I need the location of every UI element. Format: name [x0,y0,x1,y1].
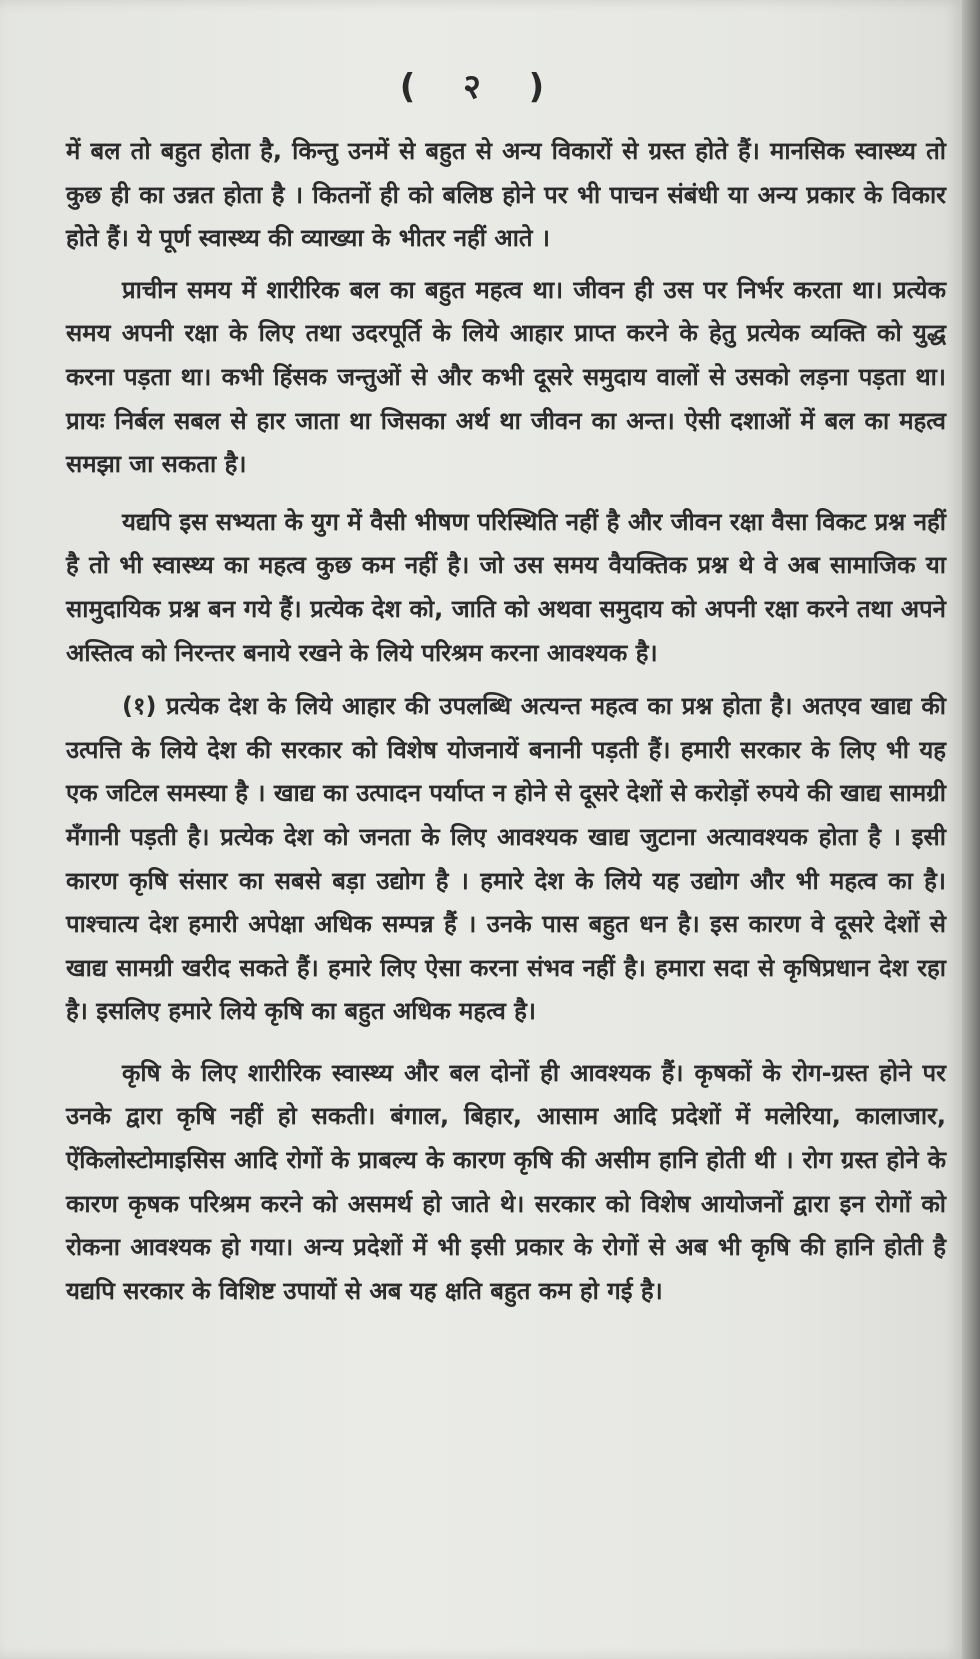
paragraph-1: में बल तो बहुत होता है, किन्तु उनमें से बहुत से अन्य विकारों से ग्रस्त होते हैं। मानसिक स्वास्थ्य तो कुछ ही का उन्नत होता है । कितनों ही को बलिष्ठ होने पर भी पाचन संबंधी या अन्य प्रकार के विकार होते हैं। ये पूर्ण स्वास्थ्य की व्याख्या के भीतर नहीं आते । [66,137,946,253]
paragraph-5: कृषि के लिए शारीरिक स्वास्थ्य और बल दोनों ही आवश्यक हैं। कृषकों के रोग-ग्रस्त होने पर उनके द्वारा कृषि नहीं हो सकती। बंगाल, बिहार, आसाम आदि प्रदेशों में मलेरिया, कालाजार, ऐंकिलोस्टोमाइसिस आदि रोगों के प्राबल्य के कारण कृषि की असीम हानि होती थी । रोग ग्रस्त होने के कारण कृषक परिश्रम करने को असमर्थ हो जाते थे। सरकार को विशेष आयोजनों द्वारा इन रोगों को रोकना आवश्यक हो गया। अन्य प्रदेशों में भी इसी प्रकार के रोगों से अब भी कृषि की हानि होती है यद्यपि सरकार के विशिष्ट उपायों से अब यह क्षति बहुत कम हो गई है। [66,1058,946,1305]
paragraph-4: (१) प्रत्येक देश के लिये आहार की उपलब्धि अत्यन्त महत्व का प्रश्न होता है। अतएव खाद्य की उत्पत्ति के लिये देश की सरकार को विशेष योजनायें बनानी पड़ती हैं। हमारी सरकार के लिए भी यह एक जटिल समस्या है । खाद्य का उत्पादन पर्याप्त न होने से दूसरे देशों से करोड़ों रुपये की खाद्य सामग्री मँगानी पड़ती है। प्रत्येक देश को जनता के लिए आवश्यक खाद्य जुटाना अत्यावश्यक होता है । इसी कारण कृषि संसार का सबसे बड़ा उद्योग है । हमारे देश के लिये यह उद्योग और भी महत्व का है। पाश्चात्य देश हमारी अपेक्षा अधिक सम्पन्न हैं । उनके पास बहुत धन है। इस कारण वे दूसरे देशों से खाद्य सामग्री खरीद सकते हैं। हमारे लिए ऐसा करना संभव नहीं है। हमारा सदा से कृषिप्रधान देश रहा है। इसलिए हमारे लिये कृषि का बहुत अधिक महत्व है। [66,692,946,1026]
paragraph-3: यद्यपि इस सभ्यता के युग में वैसी भीषण परिस्थिति नहीं है और जीवन रक्षा वैसा विकट प्रश्न नहीं है तो भी स्वास्थ्य का महत्व कुछ कम नहीं है। जो उस समय वैयक्तिक प्रश्न थे वे अब सामाजिक या सामुदायिक प्रश्न बन गये हैं। प्रत्येक देश को, जाति को अथवा समुदाय को अपनी रक्षा करने तथा अपने अस्तित्व को निरन्तर बनाये रखने के लिये परिश्रम करना आवश्यक है। [66,507,946,667]
page-body-text [66,130,946,1313]
book-edge [962,0,980,1659]
page-number: ( २ ) [399,67,563,107]
paragraph-2: प्राचीन समय में शारीरिक बल का बहुत महत्व था। जीवन ही उस पर निर्भर करता था। प्रत्येक समय अपनी रक्षा के लिए तथा उदरपूर्ति के लिये आहार प्राप्त करने के हेतु प्रत्येक व्यक्ति को युद्ध करना पड़ता था। कभी हिंसक जन्तुओं से और कभी दूसरे समुदाय वालों से उसको लड़ना पड़ता था। प्रायः निर्बल सबल से हार जाता था जिसका अर्थ था जीवन का अन्त। ऐसी दशाओं में बल का महत्व समझा जा सकता है। [66,275,946,479]
